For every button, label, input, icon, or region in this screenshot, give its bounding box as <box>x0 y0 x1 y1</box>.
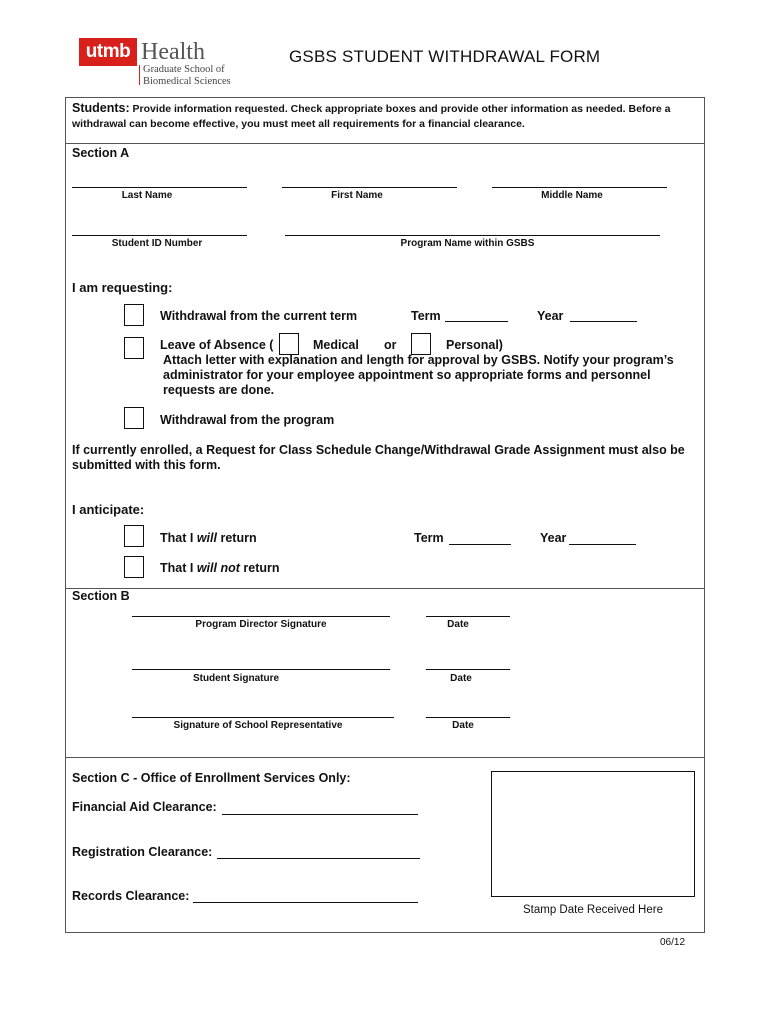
loa-note-line3: requests are done. <box>163 383 275 397</box>
logo-health-text: Health <box>141 39 205 65</box>
section-b-heading: Section B <box>72 589 130 603</box>
logo-subtitle <box>143 64 231 87</box>
will-return-checkbox[interactable] <box>124 525 144 547</box>
program-director-signature-input[interactable] <box>132 603 390 617</box>
divider-intro <box>65 143 705 144</box>
medical-label: Medical <box>313 338 359 352</box>
leave-of-absence-checkbox[interactable] <box>124 337 144 359</box>
will-return-emphasis: will <box>196 531 217 545</box>
records-label: Records Clearance: <box>72 889 190 903</box>
form-title: GSBS STUDENT WITHDRAWAL FORM <box>289 47 601 66</box>
section-a-heading <box>72 146 129 160</box>
personal-label: Personal) <box>446 338 503 352</box>
loa-note-line1: Attach letter with explanation and length for approval by GSBS. Notify your program’s <box>163 353 674 367</box>
last-name-input[interactable] <box>72 174 247 188</box>
leave-of-absence-label: Leave of Absence ( <box>160 338 274 352</box>
program-name-input[interactable] <box>285 222 660 236</box>
school-rep-signature-input[interactable] <box>132 704 394 718</box>
will-not-return-label <box>160 561 280 575</box>
registration-label: Registration Clearance: <box>72 845 213 859</box>
divider-section-b <box>65 588 705 589</box>
intro-text <box>72 101 702 132</box>
first-name-label: First Name <box>331 190 383 201</box>
will-not-return-checkbox[interactable] <box>124 556 144 578</box>
withdraw-program-checkbox[interactable] <box>124 407 144 429</box>
intro-line1 <box>72 101 702 117</box>
utmb-logo-mark: utmb <box>79 38 137 66</box>
director-date-label: Date <box>447 619 469 630</box>
year-label-1: Year <box>537 309 564 323</box>
registration-input[interactable] <box>217 845 420 859</box>
section-a-heading-text: Section A <box>72 146 130 160</box>
intro-line1-text: Provide information requested. Check appropriate boxes and provide other information as needed. Before a <box>129 103 671 115</box>
financial-aid-label: Financial Aid Clearance: <box>72 800 217 814</box>
term-label-2: Term <box>414 531 444 545</box>
director-date-input[interactable] <box>426 603 510 617</box>
school-rep-signature-label: Signature of School Representative <box>173 720 343 731</box>
enrolled-note-line2: submitted with this form. <box>72 458 221 472</box>
student-id-input[interactable] <box>72 222 247 236</box>
will-return-prefix: That I <box>160 531 194 545</box>
last-name-label: Last Name <box>121 190 173 201</box>
program-name-label: Program Name within GSBS <box>400 238 535 249</box>
loa-note-line2: administrator for your employee appointment so appropriate forms and personnel <box>163 368 651 382</box>
student-date-input[interactable] <box>426 656 510 670</box>
or-label: or <box>384 338 397 352</box>
stamp-box <box>491 771 695 897</box>
will-not-return-suffix: return <box>243 561 280 575</box>
year-label-2: Year <box>540 531 567 545</box>
intro-line2: withdrawal can become effective, you must meet all requirements for a financial clearance. <box>72 118 525 130</box>
middle-name-input[interactable] <box>492 174 667 188</box>
term-input-1[interactable] <box>445 308 508 322</box>
logo-divider <box>139 65 140 85</box>
intro-lead: Students: <box>72 101 130 115</box>
year-input-2[interactable] <box>569 531 636 545</box>
revision-date: 06/12 <box>660 937 686 948</box>
student-signature-input[interactable] <box>132 656 390 670</box>
leave-of-absence-note <box>163 353 703 398</box>
enrolled-note-line1: If currently enrolled, a Request for Class Schedule Change/Withdrawal Grade Assignment must also be <box>72 443 685 457</box>
withdraw-program-label: Withdrawal from the program <box>160 413 335 427</box>
student-date-label: Date <box>450 673 472 684</box>
first-name-input[interactable] <box>282 174 457 188</box>
anticipate-heading: I anticipate: <box>72 502 145 517</box>
divider-section-c <box>65 757 705 758</box>
withdraw-term-label: Withdrawal from the current term <box>160 309 358 323</box>
section-c-heading: Section C - Office of Enrollment Services Only: <box>72 771 351 785</box>
records-input[interactable] <box>193 889 418 903</box>
program-director-signature-label: Program Director Signature <box>195 619 327 630</box>
term-label-1: Term <box>411 309 441 323</box>
personal-checkbox[interactable] <box>411 333 431 355</box>
stamp-label: Stamp Date Received Here <box>523 904 663 916</box>
enrolled-note <box>72 443 702 473</box>
will-not-return-emphasis: will not <box>196 561 240 575</box>
requesting-heading: I am requesting: <box>72 280 173 295</box>
will-not-return-prefix: That I <box>160 561 194 575</box>
middle-name-label: Middle Name <box>541 190 603 201</box>
financial-aid-input[interactable] <box>222 801 418 815</box>
school-rep-date-input[interactable] <box>426 704 510 718</box>
logo-subtitle-line1: Graduate School of <box>143 64 225 75</box>
term-input-2[interactable] <box>449 531 511 545</box>
will-return-suffix: return <box>220 531 257 545</box>
will-return-label <box>160 531 257 545</box>
medical-checkbox[interactable] <box>279 333 299 355</box>
student-signature-label: Student Signature <box>192 673 280 684</box>
year-input-1[interactable] <box>570 308 637 322</box>
school-rep-date-label: Date <box>452 720 474 731</box>
logo-subtitle-line2: Biomedical Sciences <box>143 75 231 87</box>
student-id-label: Student ID Number <box>111 238 203 249</box>
withdraw-term-checkbox[interactable] <box>124 304 144 326</box>
